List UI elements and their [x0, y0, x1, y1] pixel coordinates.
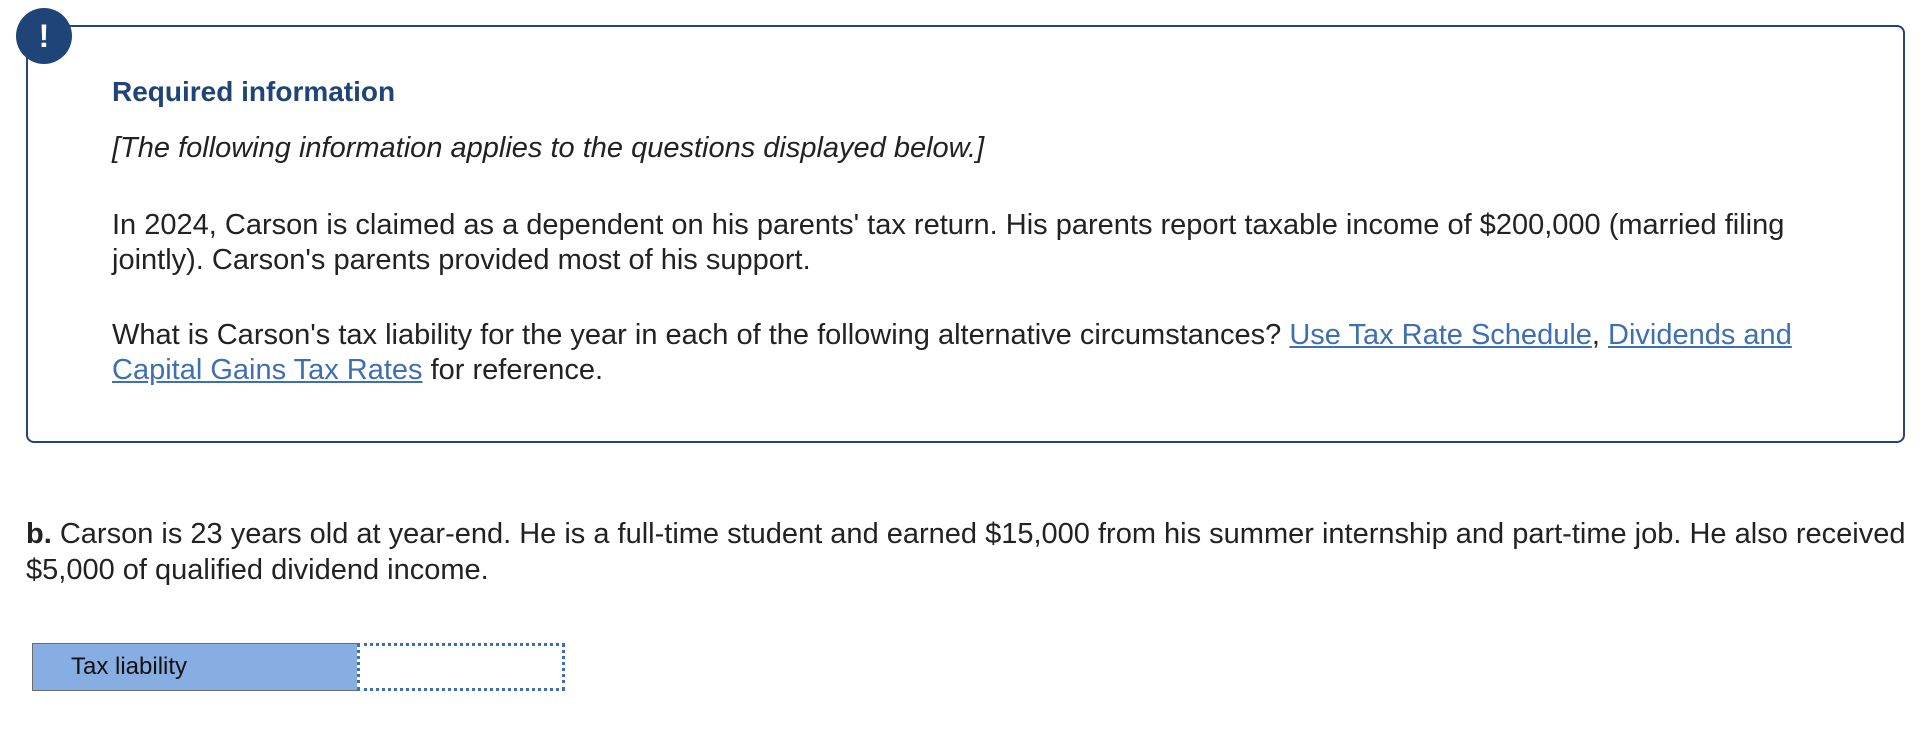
answer-row — [32, 643, 565, 691]
question-prompt-text: What is Carson's tax liability for the year in each of the following alternative circumstances? — [112, 319, 1290, 351]
alert-icon: ! — [16, 8, 72, 64]
link-separator: , — [1591, 319, 1600, 351]
question-label: b. — [26, 518, 52, 550]
dividends-capital-gains-link[interactable]: Dividends and Capital Gains Tax Rates — [112, 319, 1792, 386]
tax-liability-label: Tax liability — [32, 643, 357, 691]
tax-rate-schedule-link[interactable]: Use Tax Rate Schedule — [1289, 319, 1592, 351]
question-text: Carson is 23 years old at year-end. He is a full-time student and earned $15,000 from his summer internship and part-time job. He also received $5,000 of qualified dividend income. — [26, 518, 1906, 586]
info-title: Required information — [112, 76, 396, 107]
info-paragraph-question — [112, 318, 1882, 388]
reference-suffix: for reference. — [422, 354, 604, 386]
question-b — [26, 516, 1906, 588]
tax-liability-input[interactable] — [357, 643, 565, 691]
info-paragraph-scenario: In 2024, Carson is claimed as a dependent on his parents' tax return. His parents report taxable income of $200,000 (married filing jointly). Carson's parents provided most of his support. — [112, 209, 1785, 276]
info-subtitle: [The following information applies to the questions displayed below.] — [112, 132, 985, 164]
